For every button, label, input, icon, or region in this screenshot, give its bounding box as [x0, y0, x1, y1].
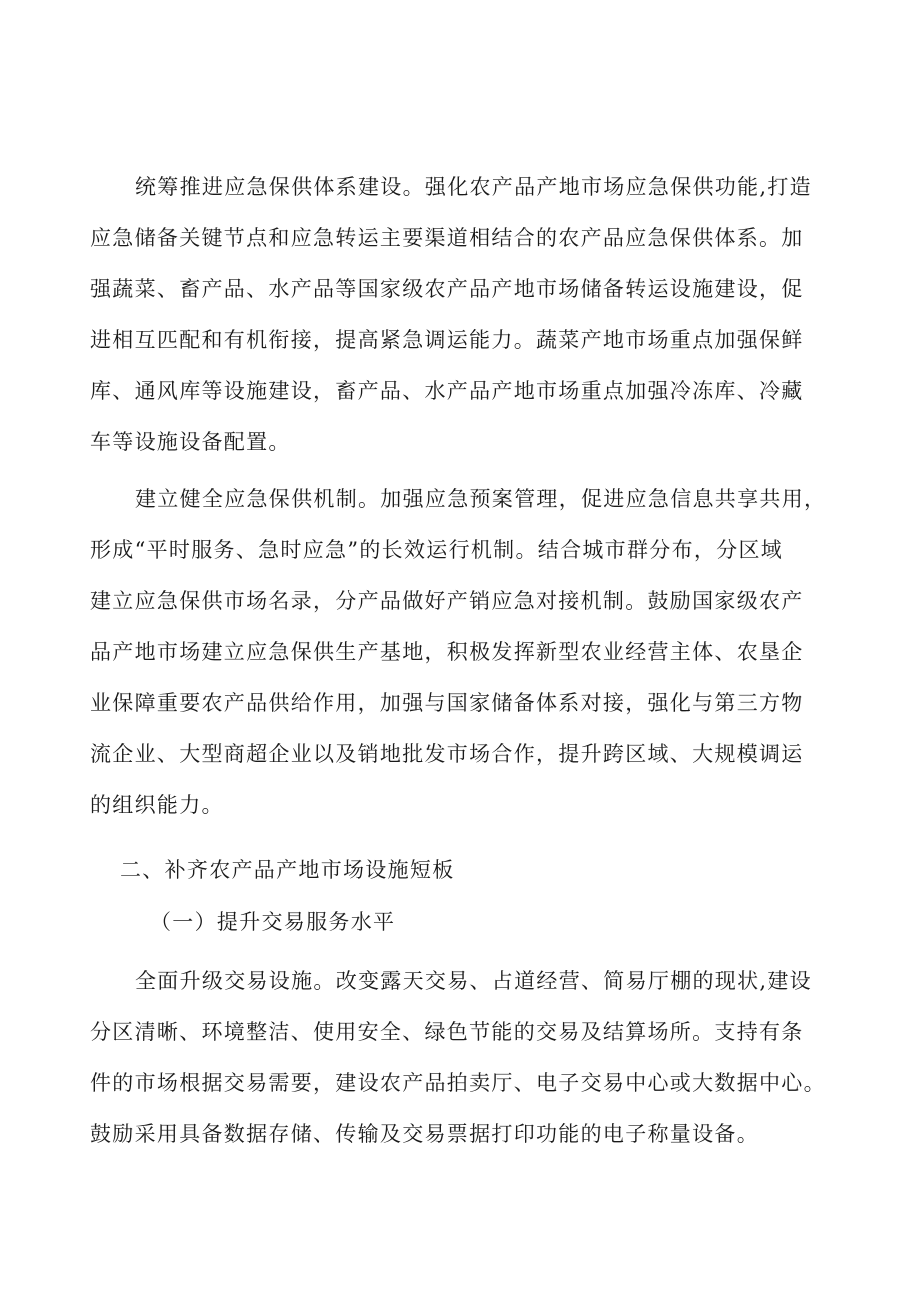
paragraph-2-line-6: 流企业、大型商超企业以及销地批发市场合作，提升跨区域、大规模调运: [90, 742, 804, 766]
paragraph-1-line-6: 车等设施设备配置。: [90, 430, 291, 454]
paragraph-2-line-7: 的组织能力。: [90, 793, 224, 817]
paragraph-2-line-4: 品产地市场建立应急保供生产基地，积极发挥新型农业经营主体、农垦企: [90, 640, 804, 664]
subsection-heading: （一）提升交易服务水平: [150, 910, 396, 934]
paragraph-2-line-2: 形成“平时服务、急时应急”的长效运行机制。结合城市群分布，分区域: [90, 538, 784, 562]
paragraph-3-line-3: 件的市场根据交易需要，建设农产品拍卖厅、电子交易中心或大数据中心。: [90, 1071, 826, 1095]
paragraph-3-line-2: 分区清晰、环境整洁、使用安全、绿色节能的交易及结算场所。支持有条: [90, 1020, 804, 1044]
paragraph-1-line-3: 强蔬菜、畜产品、水产品等国家级农产品产地市场储备转运设施建设，促: [90, 277, 804, 301]
paragraph-1-line-2: 应急储备关键节点和应急转运主要渠道相结合的农产品应急保供体系。加: [90, 226, 804, 250]
paragraph-1-line-5: 库、通风库等设施建设，畜产品、水产品产地市场重点加强冷冻库、冷藏: [90, 379, 804, 403]
section-heading: 二、补齐农产品产地市场设施短板: [120, 858, 455, 882]
paragraph-2-line-1: 建立健全应急保供机制。加强应急预案管理，促进应急信息共享共用，: [135, 487, 827, 511]
paragraph-1-line-4: 进相互匹配和有机衔接，提高紧急调运能力。蔬菜产地市场重点加强保鲜: [90, 328, 804, 352]
paragraph-2-line-5: 业保障重要农产品供给作用，加强与国家储备体系对接，强化与第三方物: [90, 691, 804, 715]
paragraph-1-line-1: 统筹推进应急保供体系建设。强化农产品产地市场应急保供功能,打造: [135, 175, 812, 199]
paragraph-3-line-1: 全面升级交易设施。改变露天交易、占道经营、简易厅棚的现状,建设: [135, 969, 812, 993]
paragraph-2-line-3: 建立应急保供市场名录，分产品做好产销应急对接机制。鼓励国家级农产: [90, 589, 804, 613]
paragraph-3-line-4: 鼓励采用具备数据存储、传输及交易票据打印功能的电子称量设备。: [90, 1122, 759, 1146]
